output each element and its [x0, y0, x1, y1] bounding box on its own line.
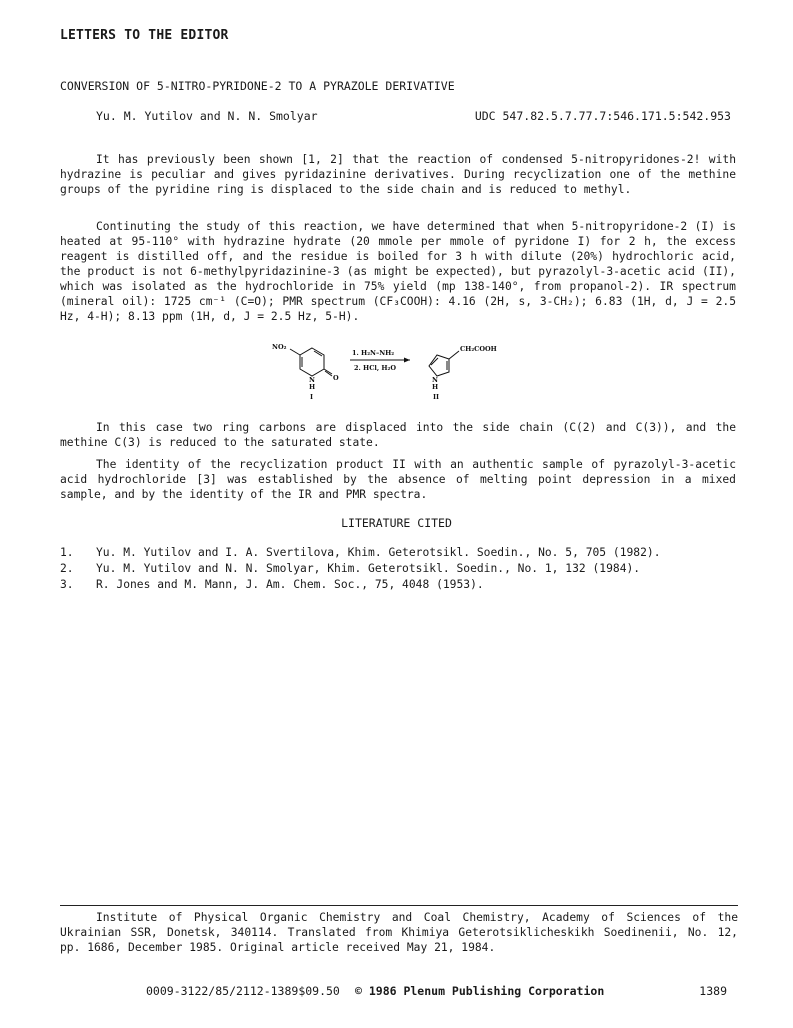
reaction-scheme	[268, 338, 508, 402]
reference-item	[60, 561, 740, 577]
paragraph-4	[60, 457, 736, 502]
pyridone-ring	[300, 348, 324, 376]
paragraph-4-text: The identity of the recyclization product II with an authentic sample of pyrazolyl-3-acetic acid hydrochloride [3] was established by the absence of melting point depression in a mixed sample, and by the identity of the IR and PMR spectra.	[60, 458, 736, 501]
nitro-label: NO₂	[272, 343, 287, 351]
paragraph-2-text: Continuting the study of this reaction, we have determined that when 5-nitropyridone-2 (I) is heated at 95-110° with hydrazine hydrate (20 mmole per mmole of pyridone I) for 2 h, the excess reagent is distilled off, and the residue is boiled for 3 h with dilute (20%) hydrochloric acid, the product is not 6-methylpyridazinine-3 (as might be expected), but pyrazolyl-3-acetic acid (II), which was isolated as the hydrochloride in 75% yield (mp 138-140°, from propanol-2). IR spectrum (mineral oil): 1725 cm⁻¹ (C=O); PMR spectrum (CF₃COOH): 4.16 (2H, s, 3-CH₂); 6.83 (1H, d, J = 2.5 Hz, 4-H); 8.13 ppm (1H, d, J = 2.5 Hz, 5-H).	[60, 220, 736, 323]
pyrazole-h-label: H	[432, 383, 439, 391]
paragraph-2	[60, 219, 736, 324]
literature-heading: LITERATURE CITED	[341, 516, 452, 530]
compound-i-label: I	[310, 393, 314, 401]
paragraph-3	[60, 420, 736, 450]
price-code: 0009-3122/85/2112-1389$09.50	[146, 984, 340, 998]
compound-ii-label: II	[433, 393, 440, 401]
page-number: 1389	[699, 984, 727, 998]
article-authors: Yu. M. Yutilov and N. N. Smolyar	[96, 109, 318, 123]
reference-list	[60, 545, 740, 593]
copyright-notice: © 1986 Plenum Publishing Corporation	[355, 984, 605, 998]
reference-number: 2.	[60, 562, 74, 575]
paragraph-1	[60, 152, 736, 197]
reference-number: 1.	[60, 546, 74, 559]
reaction-arrowhead	[404, 358, 410, 363]
affiliation-text: Institute of Physical Organic Chemistry and Coal Chemistry, Academy of Sciences of the Ukrainian SSR, Donetsk, 340114. Translated from Khimiya Geterotsiklicheskikh Soedinenii, No. 12, pp. 1686, December 1985. Original article received May 21, 1984.	[60, 911, 738, 954]
side-chain-label: CH₂COOH	[460, 345, 497, 353]
nitro-bond	[290, 349, 300, 355]
pyridone-structure	[290, 348, 332, 376]
reference-text: Yu. M. Yutilov and N. N. Smolyar, Khim. Geterotsikl. Soedin., No. 1, 132 (1984).	[96, 562, 641, 575]
pyrazole-structure	[429, 351, 459, 376]
section-heading: LETTERS TO THE EDITOR	[60, 28, 229, 43]
paragraph-1-text: It has previously been shown [1, 2] that the reaction of condensed 5-nitropyridones-2! with hydrazine is peculiar and gives pyridazinine derivatives. During recyclization one of the methine groups of the pyridine ring is displaced to the side chain and is reduced to methyl.	[60, 153, 736, 196]
reference-text: Yu. M. Yutilov and I. A. Svertilova, Khim. Geterotsikl. Soedin., No. 5, 705 (1982).	[96, 546, 661, 559]
article-title: CONVERSION OF 5-NITRO-PYRIDONE-2 TO A PYRAZOLE DERIVATIVE	[60, 79, 455, 93]
reference-text: R. Jones and M. Mann, J. Am. Chem. Soc., 75, 4048 (1953).	[96, 578, 484, 591]
reference-item	[60, 545, 740, 561]
ring-h-label: H	[309, 383, 316, 391]
step-1-label: 1. H₂N–NH₂	[352, 349, 395, 357]
ring-n-label: N	[309, 376, 315, 384]
side-chain-bond	[449, 351, 459, 359]
pyrazole-ring	[429, 355, 449, 376]
pyrazole-n-label: N	[432, 376, 438, 384]
affiliation-footnote	[60, 910, 738, 955]
reference-item	[60, 577, 740, 593]
footnote-divider	[60, 905, 738, 906]
paragraph-3-text: In this case two ring carbons are displaced into the side chain (C(2) and C(3)), and the methine C(3) is reduced to the saturated state.	[60, 421, 736, 449]
step-2-label: 2. HCl, H₂O	[354, 364, 397, 372]
carbonyl-o-label: O	[333, 374, 339, 382]
udc-code: UDC 547.82.5.7.77.7:546.171.5:542.953	[474, 109, 731, 123]
reference-number: 3.	[60, 578, 74, 591]
